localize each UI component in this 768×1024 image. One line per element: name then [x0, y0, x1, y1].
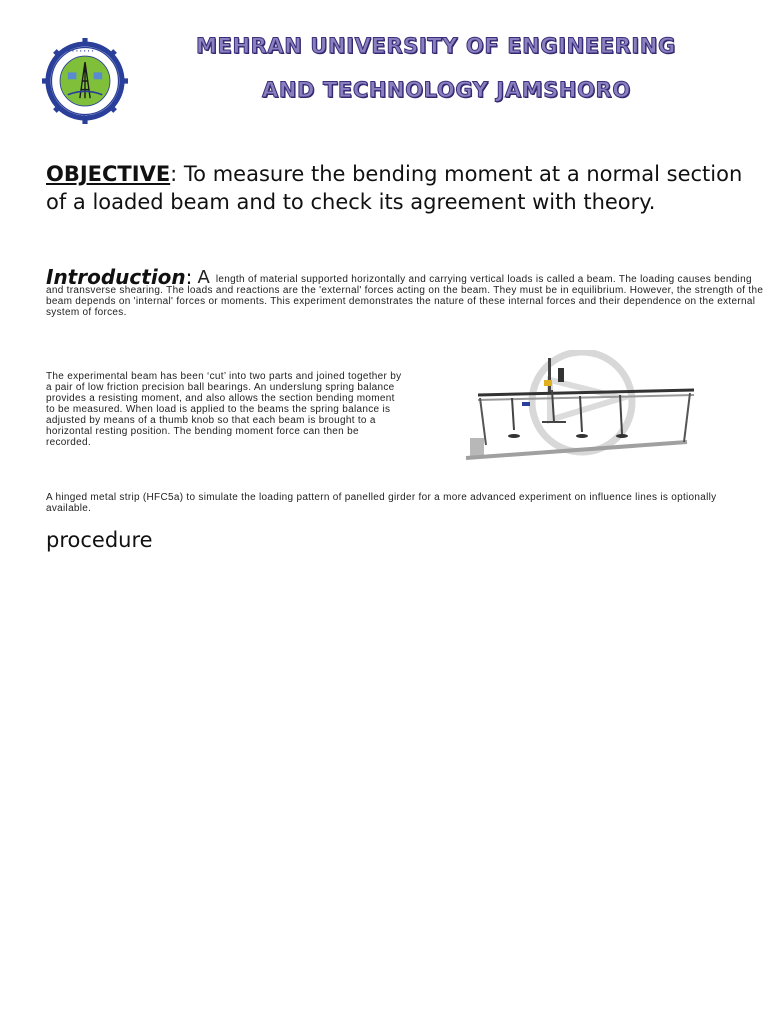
- hinged-strip-note: A hinged metal strip (HFC5a) to simulate the loading pattern of panelled girder for a more advanced experiment on influence lines is optionally available.: [46, 492, 717, 514]
- university-title-line-2: AND TECHNOLOGY JAMSHORO: [262, 78, 631, 102]
- beam-description: The experimental beam has been ‘cut’ into two parts and joined together by a pair of low friction precision ball bearings. An underslung spring balance provides a resisting moment, and also allows the section bending moment to be measured. When load is applied to the beams the spring balance is adjusted by means of a thumb knob so that each beam is brought to a horizontal resting position. The bending moment force can then be recorded.: [46, 371, 402, 448]
- university-title-line-1: MEHRAN UNIVERSITY OF ENGINEERING: [196, 34, 676, 58]
- university-seal-icon: [42, 38, 128, 124]
- objective-text: : To measure the bending moment at a normal section of a loaded beam and to check its agreement with theory.: [46, 162, 743, 214]
- svg-text:• • • • •: • • • • •: [71, 114, 90, 120]
- introduction-lead-letter: A: [197, 267, 210, 288]
- svg-text:• • • • • • •: • • • • • • •: [67, 49, 94, 55]
- objective-paragraph: [46, 160, 746, 216]
- introduction-paragraph: [46, 265, 764, 318]
- introduction-colon: :: [185, 265, 193, 289]
- beam-apparatus-image: [462, 350, 702, 464]
- objective-label: OBJECTIVE: [46, 162, 171, 186]
- introduction-text: length of material supported horizontally and carrying vertical loads is called a beam. The loading causes bending and transverse shearing. The loads and reactions are the 'external' forces acting on the beam. They must be in equilibrium. However, the strength of the beam depends on 'internal' forces or moments. This experiment demonstrates the nature of these internal forces and their dependence on the external system of forces.: [46, 274, 764, 318]
- procedure-heading: procedure: [46, 528, 153, 552]
- introduction-label: Introduction: [46, 265, 186, 289]
